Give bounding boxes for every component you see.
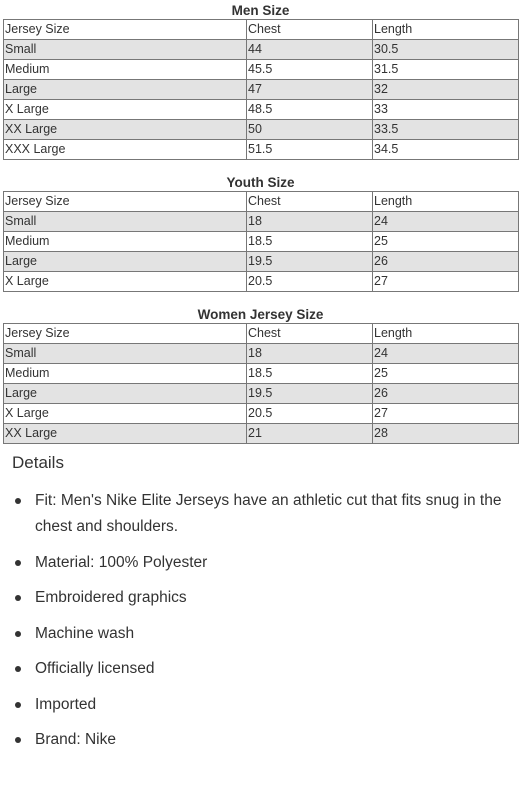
header-jersey-size: Jersey Size bbox=[4, 192, 247, 212]
table-header-row bbox=[4, 20, 519, 40]
list-item bbox=[12, 621, 512, 647]
list-item-text: Material: 100% Polyester bbox=[35, 553, 208, 571]
list-item-text: Brand: Nike bbox=[35, 731, 116, 748]
men-size-section bbox=[3, 2, 518, 160]
cell-chest: 51.5 bbox=[247, 140, 373, 160]
list-item-text: Machine wash bbox=[35, 624, 135, 642]
cell-size: XXX Large bbox=[4, 140, 247, 160]
table-row bbox=[4, 344, 519, 364]
cell-chest: 20.5 bbox=[247, 404, 373, 424]
cell-length: 24 bbox=[373, 212, 519, 232]
cell-length: 27 bbox=[373, 404, 519, 424]
men-size-table bbox=[3, 19, 519, 160]
bullet-icon bbox=[15, 498, 21, 504]
bullet-icon bbox=[15, 702, 21, 708]
table-row bbox=[4, 120, 519, 140]
cell-length: 25 bbox=[373, 364, 519, 384]
cell-size: XX Large bbox=[4, 120, 247, 140]
cell-length: 26 bbox=[373, 384, 519, 404]
table-row bbox=[4, 232, 519, 252]
table-row bbox=[4, 100, 519, 120]
cell-size: Large bbox=[4, 384, 247, 404]
cell-size: Large bbox=[4, 252, 247, 272]
cell-length: 24 bbox=[373, 344, 519, 364]
cell-length: 34.5 bbox=[373, 140, 519, 160]
list-item bbox=[12, 550, 512, 576]
header-jersey-size: Jersey Size bbox=[4, 324, 247, 344]
header-length: Length bbox=[373, 324, 519, 344]
header-chest: Chest bbox=[247, 20, 373, 40]
header-length: Length bbox=[373, 192, 519, 212]
header-chest: Chest bbox=[247, 192, 373, 212]
cell-chest: 48.5 bbox=[247, 100, 373, 120]
list-item bbox=[12, 585, 512, 611]
table-row bbox=[4, 424, 519, 444]
table-row bbox=[4, 404, 519, 424]
cell-length: 28 bbox=[373, 424, 519, 444]
cell-length: 33.5 bbox=[373, 120, 519, 140]
youth-size-title: Youth Size bbox=[226, 175, 295, 190]
cell-size: Medium bbox=[4, 60, 247, 80]
cell-size: Small bbox=[4, 212, 247, 232]
cell-length: 30.5 bbox=[373, 40, 519, 60]
women-size-title: Women Jersey Size bbox=[197, 307, 324, 322]
bullet-icon bbox=[15, 631, 21, 637]
cell-size: Small bbox=[4, 40, 247, 60]
cell-size: Small bbox=[4, 344, 247, 364]
cell-length: 32 bbox=[373, 80, 519, 100]
cell-size: X Large bbox=[4, 100, 247, 120]
list-item-text: Officially licensed bbox=[35, 660, 155, 677]
cell-size: Large bbox=[4, 80, 247, 100]
youth-size-table bbox=[3, 191, 519, 292]
cell-chest: 21 bbox=[247, 424, 373, 444]
cell-chest: 44 bbox=[247, 40, 373, 60]
details-section bbox=[12, 452, 512, 763]
cell-length: 26 bbox=[373, 252, 519, 272]
cell-size: Medium bbox=[4, 232, 247, 252]
cell-size: Medium bbox=[4, 364, 247, 384]
youth-size-section bbox=[3, 174, 518, 292]
cell-length: 33 bbox=[373, 100, 519, 120]
list-item bbox=[12, 727, 512, 753]
table-row bbox=[4, 364, 519, 384]
table-row bbox=[4, 252, 519, 272]
bullet-icon bbox=[15, 666, 21, 672]
list-item-text: Fit: Men's Nike Elite Jerseys have an athletic cut that fits snug in the chest and shoulders. bbox=[35, 492, 502, 535]
cell-size: X Large bbox=[4, 404, 247, 424]
table-row bbox=[4, 140, 519, 160]
list-item-text: Imported bbox=[35, 695, 97, 713]
cell-chest: 50 bbox=[247, 120, 373, 140]
cell-length: 25 bbox=[373, 232, 519, 252]
list-item bbox=[12, 488, 512, 540]
header-length: Length bbox=[373, 20, 519, 40]
header-chest: Chest bbox=[247, 324, 373, 344]
table-row bbox=[4, 272, 519, 292]
header-jersey-size: Jersey Size bbox=[4, 20, 247, 40]
cell-size: X Large bbox=[4, 272, 247, 292]
cell-length: 31.5 bbox=[373, 60, 519, 80]
table-row bbox=[4, 212, 519, 232]
table-row bbox=[4, 40, 519, 60]
table-row bbox=[4, 384, 519, 404]
women-size-section bbox=[3, 306, 518, 444]
details-list bbox=[12, 488, 512, 753]
cell-chest: 18 bbox=[247, 212, 373, 232]
cell-chest: 45.5 bbox=[247, 60, 373, 80]
men-size-title: Men Size bbox=[231, 3, 290, 18]
cell-chest: 18.5 bbox=[247, 364, 373, 384]
women-size-table bbox=[3, 323, 519, 444]
cell-size: XX Large bbox=[4, 424, 247, 444]
table-header-row bbox=[4, 324, 519, 344]
list-item bbox=[12, 656, 512, 682]
details-heading: Details bbox=[12, 453, 64, 472]
table-row bbox=[4, 60, 519, 80]
bullet-icon bbox=[15, 560, 21, 566]
cell-chest: 18.5 bbox=[247, 232, 373, 252]
bullet-icon bbox=[15, 737, 21, 743]
cell-chest: 19.5 bbox=[247, 384, 373, 404]
list-item bbox=[12, 692, 512, 718]
list-item-text: Embroidered graphics bbox=[35, 589, 187, 606]
table-row bbox=[4, 80, 519, 100]
table-header-row bbox=[4, 192, 519, 212]
cell-chest: 18 bbox=[247, 344, 373, 364]
cell-chest: 20.5 bbox=[247, 272, 373, 292]
cell-length: 27 bbox=[373, 272, 519, 292]
bullet-icon bbox=[15, 595, 21, 601]
cell-chest: 47 bbox=[247, 80, 373, 100]
cell-chest: 19.5 bbox=[247, 252, 373, 272]
